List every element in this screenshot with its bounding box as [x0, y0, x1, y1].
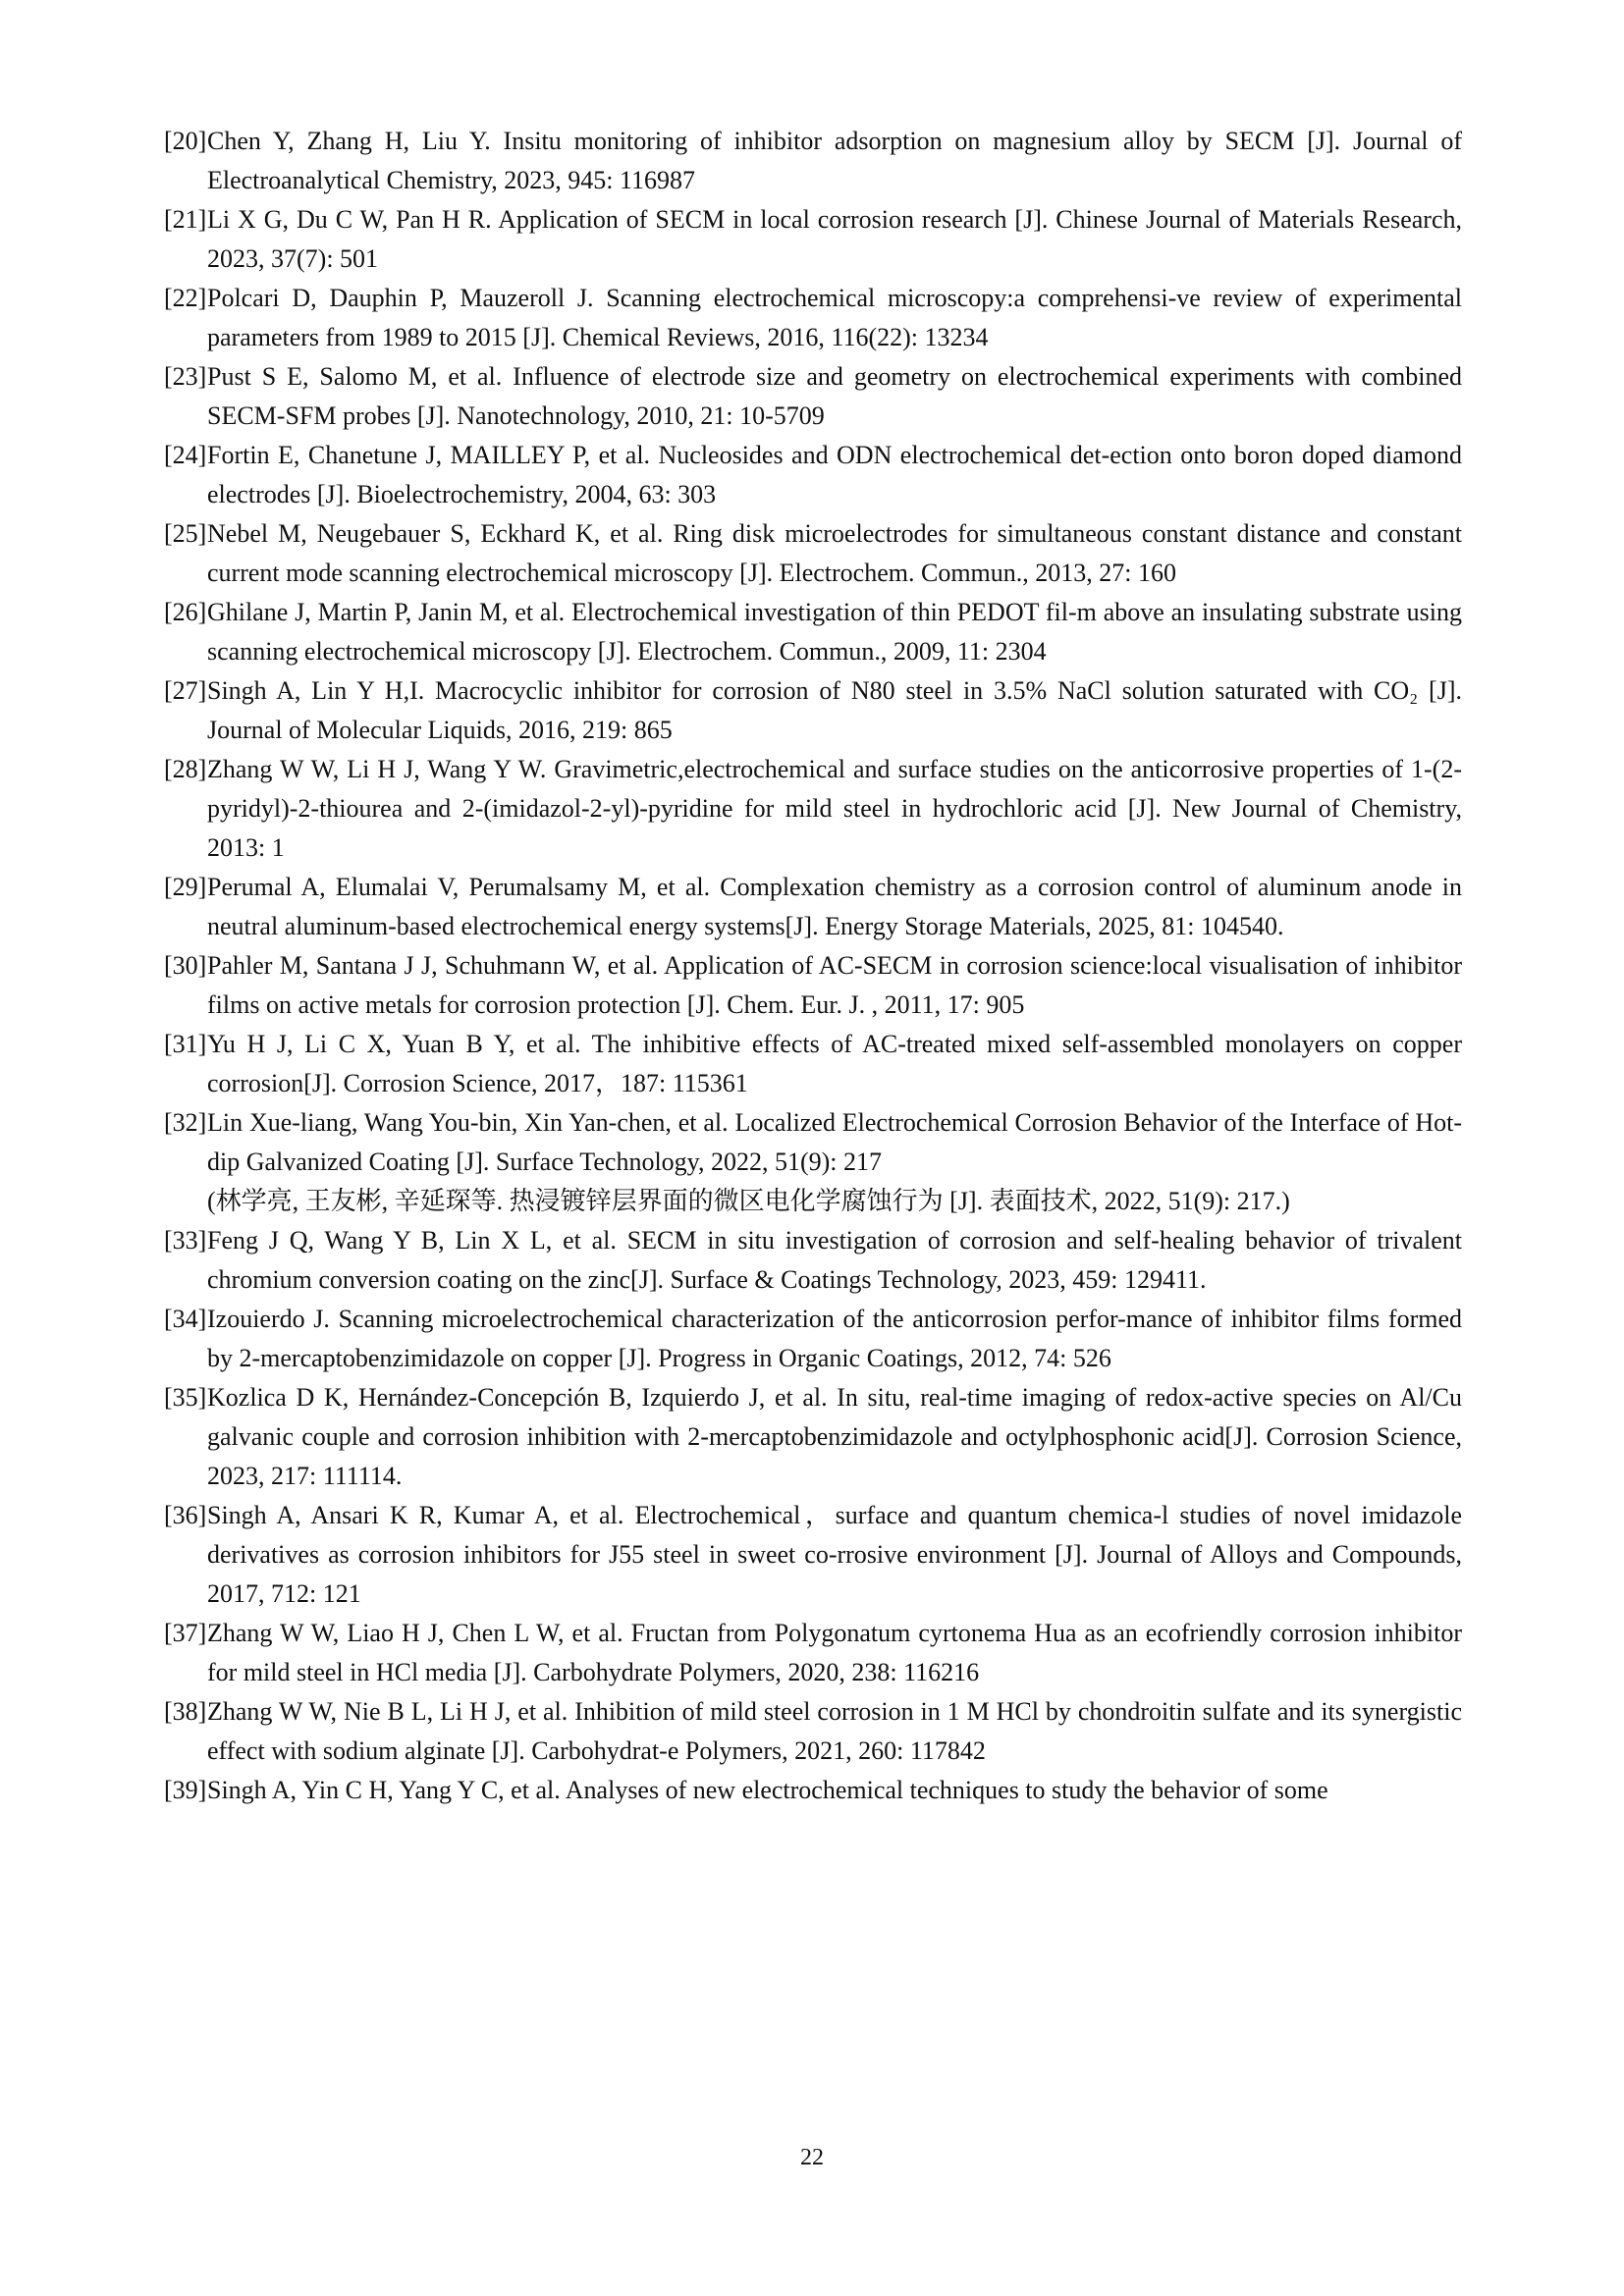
- reference-text: Kozlica D K, Hernández-Concepción B, Izquierdo J, et al. In situ, real-time imaging of redox-active species on Al/Cu galvanic couple and corrosion inhibition with 2-mercaptobenzimidazole and octylphosphonic acid[J]. Corrosion Science, 2023, 217: 111114.: [207, 1383, 1462, 1490]
- reference-item: [164, 1692, 1462, 1771]
- reference-text: Perumal A, Elumalai V, Perumalsamy M, et al. Complexation chemistry as a corrosion control of aluminum anode in neutral aluminum-based electrochemical energy systems[J]. Energy Storage Materials, 2025, 81: 104540.: [207, 873, 1462, 940]
- reference-number: [25]: [164, 519, 207, 548]
- page-number: 22: [800, 2145, 824, 2170]
- reference-number: [21]: [164, 205, 207, 234]
- reference-item: [164, 946, 1462, 1025]
- reference-number: [20]: [164, 127, 207, 155]
- reference-number: [30]: [164, 951, 207, 980]
- reference-text: Singh A, Ansari K R, Kumar A, et al. Electrochemical，surface and quantum chemica-l studies of novel imidazole derivatives as corrosion inhibitors for J55 steel in sweet co-rrosive environment [J]. Journal of Alloys and Compounds, 2017, 712: 121: [207, 1501, 1462, 1608]
- reference-item: [164, 200, 1462, 279]
- reference-item: [164, 1300, 1462, 1378]
- reference-text: Li X G, Du C W, Pan H R. Application of SECM in local corrosion research [J]. Chinese Journal of Materials Research, 2023, 37(7): 501: [207, 205, 1462, 273]
- reference-text: Polcari D, Dauphin P, Mauzeroll J. Scanning electrochemical microscopy:a comprehensi-ve review of experimental parameters from 1989 to 2015 [J]. Chemical Reviews, 2016, 116(22): 13234: [207, 284, 1462, 351]
- reference-number: [36]: [164, 1501, 207, 1529]
- reference-item: [164, 593, 1462, 671]
- reference-item: [164, 1771, 1462, 1810]
- reference-item: [164, 671, 1462, 750]
- reference-item: [164, 1025, 1462, 1103]
- reference-text: Singh A, Yin C H, Yang Y C, et al. Analyses of new electrochemical techniques to study the behavior of some: [207, 1776, 1328, 1804]
- reference-text: Pahler M, Santana J J, Schuhmann W, et al. Application of AC-SECM in corrosion science:local visualisation of inhibitor films on active metals for corrosion protection [J]. Chem. Eur. J. , 2011, 17: 905: [207, 951, 1462, 1019]
- reference-number: [35]: [164, 1383, 207, 1412]
- reference-item: [164, 436, 1462, 514]
- reference-translation-chinese: (林学亮, 王友彬, 辛延琛等. 热浸镀锌层界面的微区电化学腐蚀行为 [J]. 表面技术, 2022, 51(9): 217.): [207, 1187, 1290, 1215]
- reference-text: Izouierdo J. Scanning microelectrochemical characterization of the anticorrosion perfor-mance of inhibitor films formed by 2-mercaptobenzimidazole on copper [J]. Progress in Organic Coatings, 2012, 74: 526: [207, 1305, 1462, 1372]
- reference-item: [164, 1378, 1462, 1496]
- reference-item: [164, 122, 1462, 200]
- reference-number: [32]: [164, 1108, 207, 1137]
- reference-number: [26]: [164, 598, 207, 626]
- reference-item: [164, 1103, 1462, 1221]
- reference-number: [37]: [164, 1619, 207, 1647]
- reference-text: [207, 1103, 1462, 1221]
- reference-number: [23]: [164, 362, 207, 391]
- reference-item: [164, 279, 1462, 357]
- reference-text: Chen Y, Zhang H, Liu Y. Insitu monitoring of inhibitor adsorption on magnesium alloy by SECM [J]. Journal of Electroanalytical Chemistry, 2023, 945: 116987: [207, 127, 1462, 194]
- reference-number: [28]: [164, 755, 207, 783]
- reference-item: [164, 357, 1462, 436]
- reference-item: [164, 750, 1462, 868]
- reference-item: [164, 1614, 1462, 1692]
- reference-text: Yu H J, Li C X, Yuan B Y, et al. The inhibitive effects of AC-treated mixed self-assembled monolayers on copper corrosion[J]. Corrosion Science, 2017，187: 115361: [207, 1030, 1462, 1097]
- reference-number: [31]: [164, 1030, 207, 1058]
- reference-text: Pust S E, Salomo M, et al. Influence of electrode size and geometry on electrochemical experiments with combined SECM-SFM probes [J]. Nanotechnology, 2010, 21: 10-5709: [207, 362, 1462, 430]
- reference-number: [34]: [164, 1305, 207, 1333]
- reference-number: [29]: [164, 873, 207, 901]
- reference-text: Ghilane J, Martin P, Janin M, et al. Electrochemical investigation of thin PEDOT fil-m above an insulating substrate using scanning electrochemical microscopy [J]. Electrochem. Commun., 2009, 11: 2304: [207, 598, 1462, 666]
- reference-item: [164, 868, 1462, 946]
- reference-number: [39]: [164, 1776, 207, 1804]
- reference-text: Zhang W W, Nie B L, Li H J, et al. Inhibition of mild steel corrosion in 1 M HCl by chondroitin sulfate and its synergistic effect with sodium alginate [J]. Carbohydrat-e Polymers, 2021, 260: 117842: [207, 1697, 1462, 1765]
- reference-text: Nebel M, Neugebauer S, Eckhard K, et al. Ring disk microelectrodes for simultaneous constant distance and constant current mode scanning electrochemical microscopy [J]. Electrochem. Commun., 2013, 27: 160: [207, 519, 1462, 587]
- reference-text: Feng J Q, Wang Y B, Lin X L, et al. SECM in situ investigation of corrosion and self-healing behavior of trivalent chromium conversion coating on the zinc[J]. Surface & Coatings Technology, 2023, 459: 129411.: [207, 1226, 1462, 1294]
- reference-item: [164, 514, 1462, 593]
- reference-number: [22]: [164, 284, 207, 312]
- reference-text: Zhang W W, Liao H J, Chen L W, et al. Fructan from Polygonatum cyrtonema Hua as an ecofriendly corrosion inhibitor for mild steel in HCl media [J]. Carbohydrate Polymers, 2020, 238: 116216: [207, 1619, 1462, 1686]
- reference-number: [27]: [164, 676, 207, 705]
- reference-text: Singh A, Lin Y H,I. Macrocyclic inhibitor for corrosion of N80 steel in 3.5% NaCl solution saturated with CO₂ [J]. Journal of Molecular Liquids, 2016, 219: 865: [207, 676, 1462, 744]
- reference-number: [33]: [164, 1226, 207, 1255]
- reference-text: Fortin E, Chanetune J, MAILLEY P, et al. Nucleosides and ODN electrochemical det-ection onto boron doped diamond electrodes [J]. Bioelectrochemistry, 2004, 63: 303: [207, 441, 1462, 508]
- references-list: [164, 122, 1462, 1810]
- reference-text-english: Lin Xue-liang, Wang You-bin, Xin Yan-chen, et al. Localized Electrochemical Corrosion Behavior of the Interface of Hot-dip Galvanized Coating [J]. Surface Technology, 2022, 51(9): 217: [207, 1108, 1462, 1176]
- reference-item: [164, 1496, 1462, 1614]
- reference-number: [24]: [164, 441, 207, 469]
- reference-number: [38]: [164, 1697, 207, 1726]
- reference-item: [164, 1221, 1462, 1300]
- reference-text: Zhang W W, Li H J, Wang Y W. Gravimetric,electrochemical and surface studies on the anticorrosive properties of 1-(2-pyridyl)-2-thiourea and 2-(imidazol-2-yl)-pyridine for mild steel in hydrochloric acid [J]. New Journal of Chemistry, 2013: 1: [207, 755, 1462, 862]
